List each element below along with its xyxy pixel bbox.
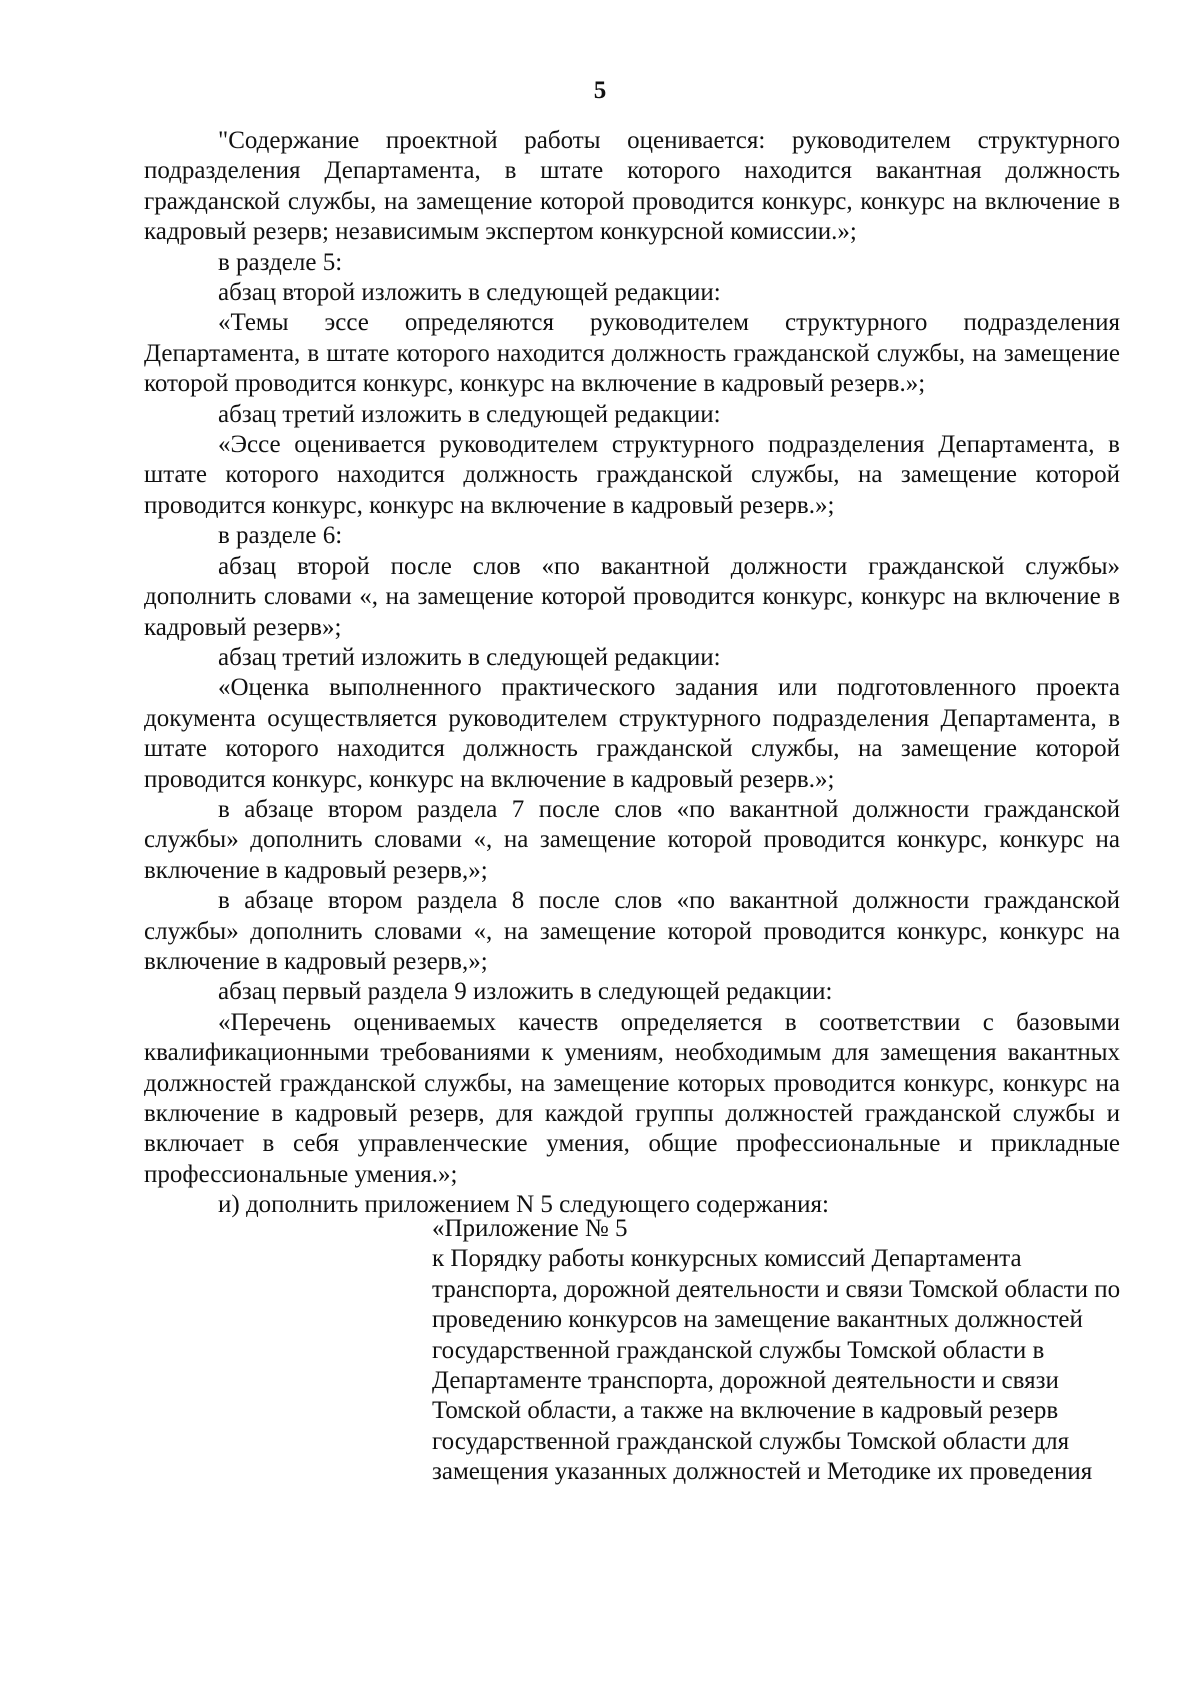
paragraph: "Содержание проектной работы оценивается: руководителем структурного подразделения Департамента, в штате которого находится вакантная должность гражданской службы, на замещение которой проводится конкурс, конкурс на включение в кадровый резерв; независимым экспертом конкурсной комиссии.»; [144, 127, 1120, 246]
paragraph: и) дополнить приложением N 5 следующего содержания: [218, 1191, 829, 1219]
paragraph: абзац первый раздела 9 изложить в следующей редакции: [218, 978, 833, 1006]
paragraph: абзац третий изложить в следующей редакции: [218, 643, 721, 671]
paragraph: в абзаце втором раздела 7 после слов «по вакантной должности гражданской службы» дополнить словами «, на замещение которой проводится конкурс, конкурс на включение в кадровый резерв,»; [144, 795, 1120, 884]
paragraph: абзац третий изложить в следующей редакции: [218, 400, 721, 428]
paragraph: абзац второй изложить в следующей редакции: [218, 279, 721, 307]
paragraph: «Эссе оценивается руководителем структурного подразделения Департамента, в штате которого находится должность гражданской службы, на замещение которой проводится конкурс, конкурс на включение в кадровый резерв.»; [144, 431, 1120, 519]
page-number: 5 [593, 77, 607, 104]
paragraph: в разделе 6: [218, 522, 343, 550]
body-text [144, 126, 1120, 1221]
paragraph: абзац второй после слов «по вакантной должности гражданской службы» дополнить словами «, на замещение которой проводится конкурс, конкурс на включение в кадровый резерв»; [144, 552, 1120, 641]
appendix-heading [432, 1214, 1132, 1488]
appendix-title: «Приложение № 5 [432, 1215, 628, 1242]
paragraph: в абзаце втором раздела 8 после слов «по вакантной должности гражданской службы» дополнить словами «, на замещение которой проводится конкурс, конкурс на включение в кадровый резерв,»; [144, 887, 1120, 975]
paragraph: «Перечень оцениваемых качеств определяется в соответствии с базовыми квалификационными требованиями к умениям, необходимым для замещения вакантных должностей гражданской службы, на замещение которых проводится конкурс, конкурс на включение в кадровый резерв, для каждой группы должностей гражданской службы и включает в себя управленческие умения, общие профессиональные и прикладные профессиональные умения.»; [144, 1008, 1120, 1188]
appendix-text: к Порядку работы конкурсных комиссий Департамента транспорта, дорожной деятельности и связи Томской области по проведению конкурсов на замещение вакантных должностей государственной гражданской службы Томской области в Департаменте транспорта, дорожной деятельности и связи Томской области, а также на включение в кадровый резерв государственной гражданской службы Томской области для замещения указанных должностей и Методике их проведения [432, 1245, 1121, 1486]
paragraph: в разделе 5: [218, 248, 343, 276]
paragraph: «Оценка выполненного практического задания или подготовленного проекта документа осуществляется руководителем структурного подразделения Департамента, в штате которого находится должность гражданской службы, на замещение которой проводится конкурс, конкурс на включение в кадровый резерв.»; [144, 674, 1120, 793]
paragraph: «Темы эссе определяются руководителем структурного подразделения Департамента, в штате которого находится должность гражданской службы, на замещение которой проводится конкурс, конкурс на включение в кадровый резерв.»; [144, 309, 1120, 398]
